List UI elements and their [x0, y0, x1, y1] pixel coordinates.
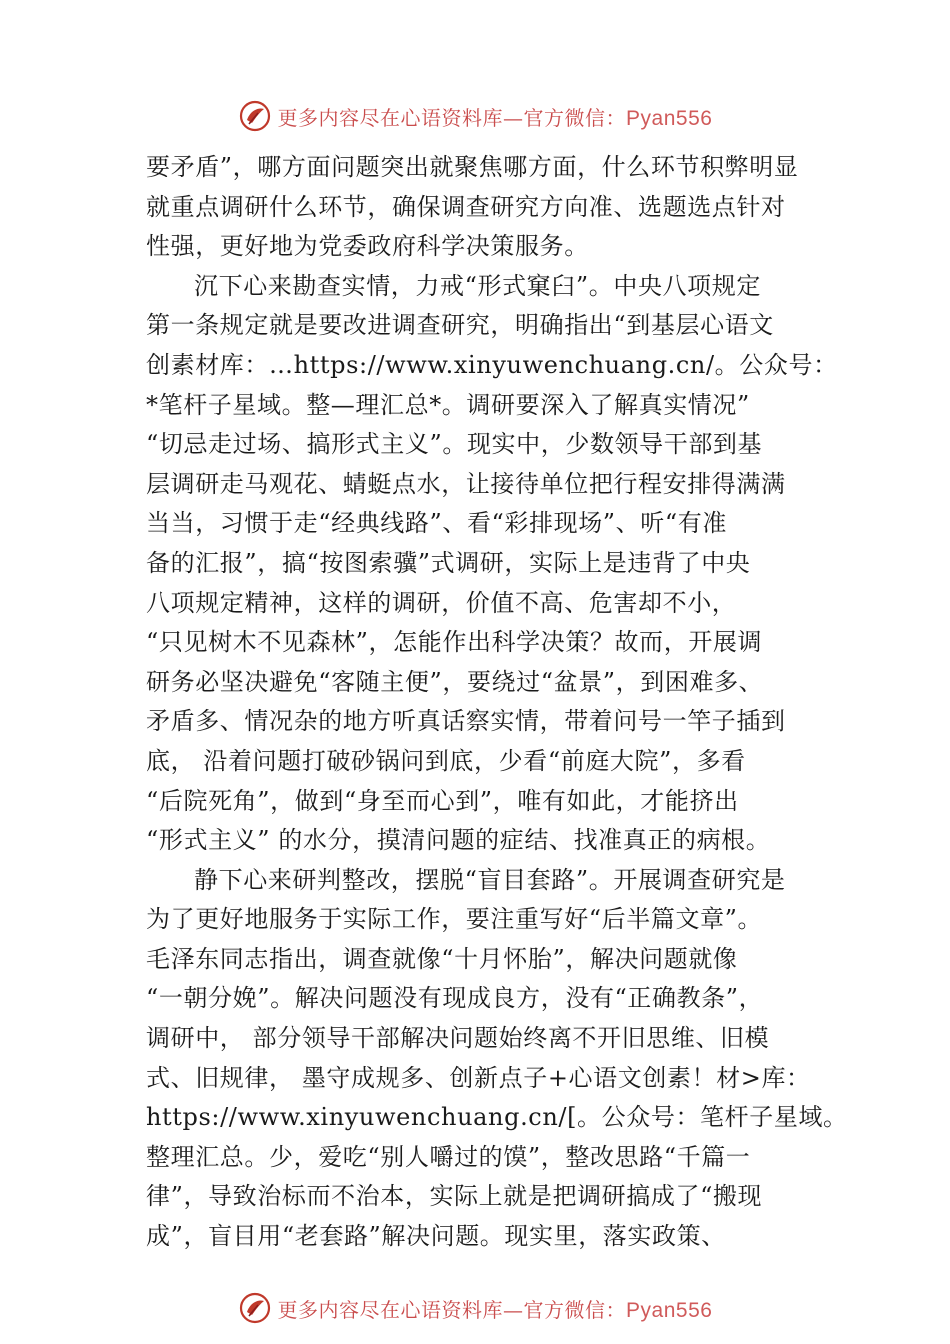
text-line: 八项规定精神，这样的调研，价值不高、危害却不小， [146, 588, 737, 617]
text-line: 创素材库：…https://www.xinyuwenchuang.cn/。公众号： [146, 350, 838, 379]
document-body [146, 148, 848, 1257]
text-line: 第一条规定就是要改进调查研究，明确指出“到基层心语文 [146, 311, 774, 340]
text-line: “切忌走过场、搞形式主义”。现实中，少数领导干部到基 [146, 430, 763, 459]
text-line: 整理汇总。少，爱吃“别人嚼过的馍”，整改思路“千篇一 [146, 1142, 751, 1171]
text-line: 性强，更好地为党委政府科学决策服务。 [146, 232, 589, 261]
text-line: 静下心来研判整改，摆脱“盲目套路”。开展调查研究是 [194, 865, 786, 894]
text-line: 当当，习惯于走“经典线路”、看“彩排现场”、听“有准 [146, 509, 727, 538]
banner-prefix: 更多内容尽在心语资料库—官方微信： [277, 105, 627, 130]
banner-prefix: 更多内容尽在心语资料库—官方微信： [277, 1297, 627, 1322]
text-line: “形式主义” 的水分，摸清问题的症结、找准真正的病根。 [146, 826, 771, 855]
text-line: 底， 沿着问题打破砂锅问到底，少看“前庭大院”，多看 [146, 746, 746, 775]
header-banner [0, 94, 950, 138]
text-line: “只见树木不见森林”，怎能作出科学决策？故而，开展调 [146, 628, 763, 657]
text-line: 毛泽东同志指出，调查就像“十月怀胎”，解决问题就像 [146, 944, 738, 973]
banner-wechat-id: Pyan556 [626, 106, 713, 130]
text-line: 为了更好地服务于实际工作，要注重写好“后半篇文章”。 [146, 905, 763, 934]
footer-banner [0, 1286, 950, 1330]
text-line: 就重点调研什么环节，确保调查研究方向准、选题选点针对 [146, 192, 786, 221]
text-line: 成”，盲目用“老套路”解决问题。现实里，落实政策、 [146, 1222, 726, 1251]
text-line: 调研中， 部分领导干部解决问题始终离不开旧思维、旧模 [146, 1024, 770, 1053]
banner-text [278, 102, 713, 131]
text-line: 备的汇报”，搞“按图索骥”式调研，实际上是违背了中央 [146, 548, 751, 577]
text-line: 式、旧规律， 墨守成规多、创新点子+心语文创素！材>库： [146, 1063, 811, 1092]
banner-wechat-id: Pyan556 [626, 1298, 713, 1322]
text-line: 沉下心来勘查实情，力戒“形式窠臼”。中央八项规定 [194, 271, 761, 300]
banner-text [278, 1294, 713, 1323]
text-line: https://www.xinyuwenchuang.cn/[。公众号：笔杆子星域。 [146, 1103, 848, 1132]
text-line: *笔杆子星域。整—理汇总*。调研要深入了解真实情况” [146, 390, 750, 419]
brand-logo-icon [238, 1291, 272, 1325]
text-line: 矛盾多、情况杂的地方听真话察实情，带着问号一竿子插到 [146, 707, 786, 736]
text-line: 层调研走马观花、蜻蜓点水，让接待单位把行程安排得满满 [146, 469, 786, 498]
text-line: “后院死角”，做到“身至而心到”，唯有如此，才能挤出 [146, 786, 739, 815]
text-line: 要矛盾”，哪方面问题突出就聚焦哪方面，什么环节积弊明显 [146, 153, 799, 181]
text-line: 研务必坚决避免“客随主便”，要绕过“盆景”，到困难多、 [146, 667, 764, 696]
text-line: “一朝分娩”。解决问题没有现成良方，没有“正确教条”， [146, 984, 764, 1013]
text-line: 律”，导致治标而不治本，实际上就是把调研搞成了“搬现 [146, 1182, 763, 1211]
brand-logo-icon [238, 99, 272, 133]
